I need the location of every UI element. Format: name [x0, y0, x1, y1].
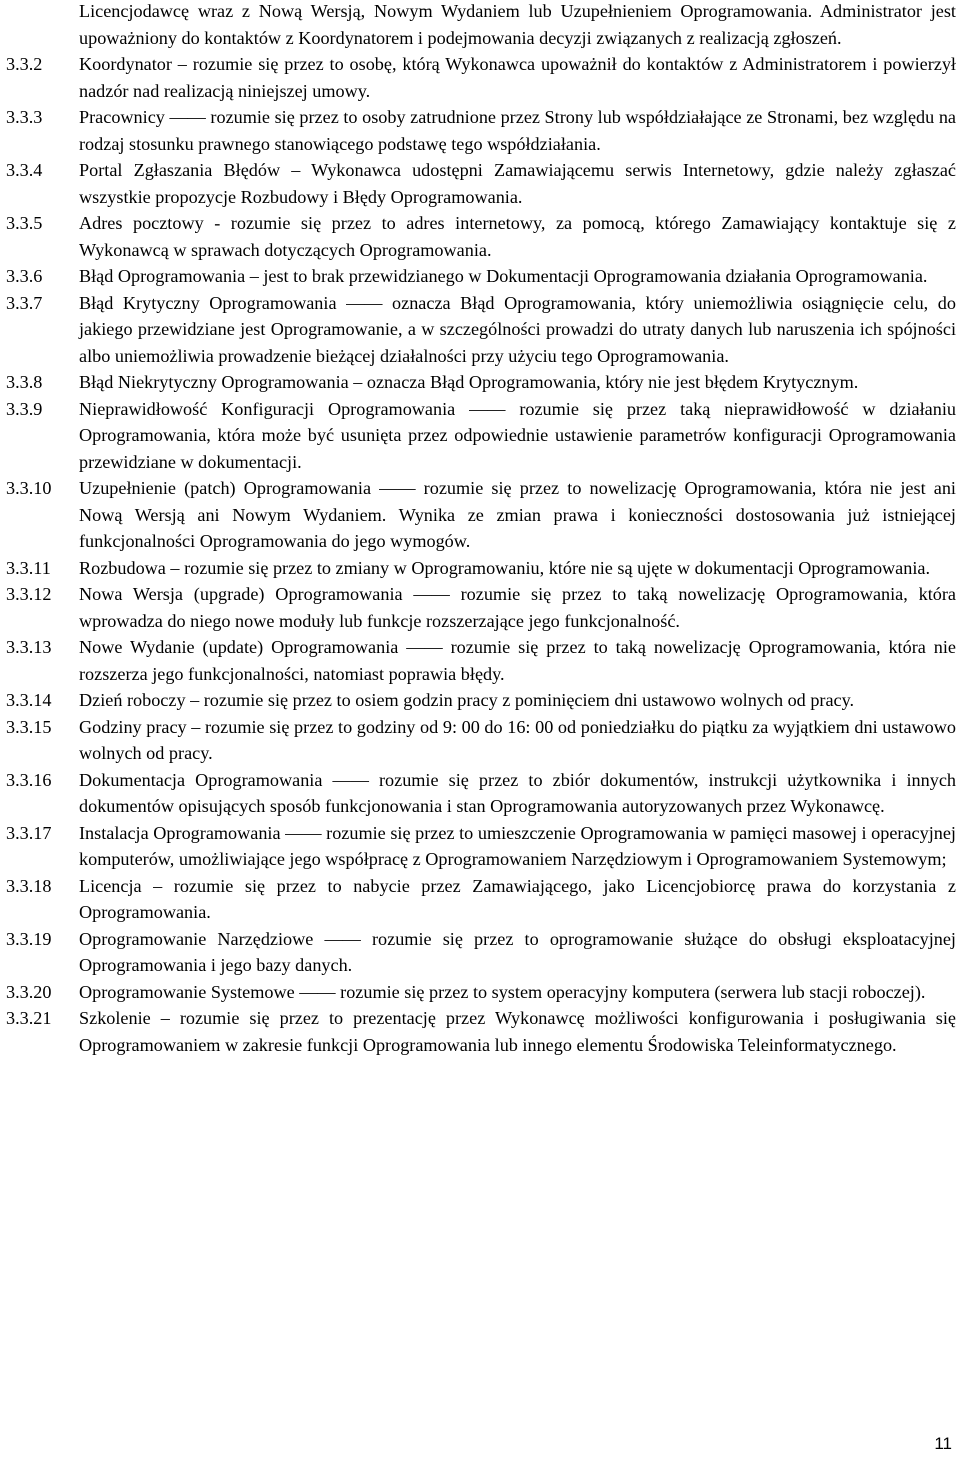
definition-item — [6, 926, 956, 979]
definition-item — [6, 369, 956, 396]
definition-item — [6, 581, 956, 634]
definition-text: Uzupełnienie (patch) Oprogramowania —— rozumie się przez to nowelizację Oprogramowania, która nie jest ani Nową Wersją ani Nowym Wydaniem. Wynika ze zmian prawa i konieczności dostosowania już istniejącej funkcjonalności Oprogramowania do jego wymogów. — [79, 478, 956, 551]
definition-text: Dokumentacja Oprogramowania —— rozumie się przez to zbiór dokumentów, instrukcji użytkownika i innych dokumentów opisujących sposób funkcjonowania i stan Oprogramowania autoryzowanych przez Wykonawcę. — [79, 769, 956, 816]
definition-text: Godziny pracy – rozumie się przez to godziny od 9: 00 do 16: 00 od poniedziałku do piątku za wyjątkiem dni ustawowo wolnych od pracy. — [79, 716, 956, 763]
definition-number: 3.3.15 — [6, 716, 52, 737]
definition-text: Błąd Krytyczny Oprogramowania —— oznacza Błąd Oprogramowania, który uniemożliwia osiągnięcie celu, do jakiego przewidziane jest Oprogramowanie, a w szczególności prowadzi do utraty danych lub naruszenia ich spójności albo uniemożliwia prowadzenie bieżącej działalności przy użyciu tego Oprogramowania. — [79, 292, 956, 366]
definition-item — [6, 714, 956, 767]
definition-number: 3.3.21 — [6, 1008, 52, 1028]
definition-item — [6, 263, 956, 290]
definition-item — [6, 1005, 956, 1058]
definition-number: 3.3.7 — [6, 292, 43, 313]
definition-item — [6, 634, 956, 687]
definition-number: 3.3.16 — [6, 769, 52, 790]
definition-number: 3.3.13 — [6, 637, 52, 657]
definition-number: 3.3.11 — [6, 557, 51, 578]
definition-text: Instalacja Oprogramowania —— rozumie się przez to umieszczenie Oprogramowania w pamięci masowej i operacyjnej komputerów, umożliwiające jego współpracę z Oprogramowaniem Narzędziowym i Oprogramowaniem Systemowym; — [79, 822, 956, 869]
definition-number: 3.3.14 — [6, 690, 52, 710]
definition-text: Oprogramowanie Narzędziowe —— rozumie się przez to oprogramowanie służące do obsługi eksploatacyjnej Oprogramowania i jego bazy danych. — [79, 928, 956, 975]
definition-number: 3.3.8 — [6, 372, 43, 392]
definition-item — [6, 396, 956, 476]
definition-number: 3.3.3 — [6, 107, 43, 127]
page-number: 11 — [934, 1434, 952, 1453]
definitions-text — [6, 0, 956, 1058]
definition-item — [6, 290, 956, 370]
definition-number: 3.3.6 — [6, 266, 43, 286]
definition-item — [6, 210, 956, 263]
definition-text: Portal Zgłaszania Błędów – Wykonawca udostępni Zamawiającemu serwis Internetowy, gdzie należy zgłaszać wszystkie propozycje Rozbudowy i Błędy Oprogramowania. — [79, 160, 956, 207]
definition-item — [6, 767, 956, 820]
definition-number: 3.3.18 — [6, 875, 52, 896]
definition-number: 3.3.10 — [6, 478, 52, 498]
definition-item — [6, 475, 956, 555]
definition-item — [6, 555, 956, 582]
definition-text: Adres pocztowy - rozumie się przez to adres internetowy, za pomocą, którego Zamawiający kontaktuje się z Wykonawcą w sprawach dotyczących Oprogramowania. — [79, 213, 956, 260]
definition-text: Oprogramowanie Systemowe —— rozumie się przez to system operacyjny komputera (serwera lub stacji roboczej). — [79, 981, 926, 1002]
definition-number: 3.3.9 — [6, 398, 43, 419]
definition-item — [6, 820, 956, 873]
definition-item — [6, 873, 956, 926]
definition-list — [6, 51, 956, 1058]
definition-text: Licencja – rozumie się przez to nabycie przez Zamawiającego, jako Licencjobiorcę prawa do korzystania z Oprogramowania. — [79, 875, 956, 922]
definition-number: 3.3.17 — [6, 822, 52, 843]
definition-number: 3.3.20 — [6, 981, 52, 1002]
definition-text: Nieprawidłowość Konfiguracji Oprogramowania —— rozumie się przez taką nieprawidłowość w działaniu Oprogramowania, która może być usunięta przez odpowiednie ustawienie parametrów konfiguracji Oprogramowania przewidziane w dokumentacji. — [79, 398, 956, 472]
definition-number: 3.3.19 — [6, 928, 52, 949]
definition-text: Rozbudowa – rozumie się przez to zmiany w Oprogramowaniu, które nie są ujęte w dokumentacji Oprogramowania. — [79, 557, 931, 578]
definition-number: 3.3.2 — [6, 54, 43, 74]
definition-item — [6, 687, 956, 714]
definition-text: Nowe Wydanie (update) Oprogramowania —— rozumie się przez to taką nowelizację Oprogramowania, która nie rozszerza jego funkcjonalności, natomiast poprawia błędy. — [79, 637, 956, 684]
definition-text: Błąd Oprogramowania – jest to brak przewidzianego w Dokumentacji Oprogramowania działania Oprogramowania. — [79, 266, 928, 286]
definition-number: 3.3.4 — [6, 160, 43, 180]
definition-item — [6, 157, 956, 210]
definition-item — [6, 51, 956, 104]
definition-text: Dzień roboczy – rozumie się przez to osiem godzin pracy z pominięciem dni ustawowo wolnych od pracy. — [79, 690, 855, 710]
definition-text: Szkolenie – rozumie się przez to prezentację przez Wykonawcę możliwości konfigurowania i posługiwania się Oprogramowaniem w zakresie funkcji Oprogramowania lub innego elementu Środowiska Teleinformatycznego. — [79, 1008, 956, 1055]
definition-text: Nowa Wersja (upgrade) Oprogramowania —— rozumie się przez to taką nowelizację Oprogramowania, która wprowadza do niego nowe moduły lub funkcje rozszerzające jego funkcjonalność. — [79, 584, 956, 631]
definition-item — [6, 979, 956, 1006]
definition-text: Koordynator – rozumie się przez to osobę, którą Wykonawca upoważnił do kontaktów z Administratorem i powierzył nadzór nad realizacją niniejszej umowy. — [79, 54, 956, 101]
definition-number: 3.3.12 — [6, 584, 52, 604]
continuation-paragraph: Licencjodawcę wraz z Nową Wersją, Nowym Wydaniem lub Uzupełnieniem Oprogramowania. Administrator jest upoważniony do kontaktów z Koordynatorem i podejmowania decyzji związanych z realizacją zgłoszeń. — [79, 1, 956, 48]
definition-number: 3.3.5 — [6, 213, 43, 233]
definition-text: Pracownicy —— rozumie się przez to osoby zatrudnione przez Strony lub współdziałające ze Stronami, bez względu na rodzaj stosunku prawnego stanowiącego podstawę tego współdziałania. — [79, 107, 956, 154]
definition-item — [6, 104, 956, 157]
definition-text: Błąd Niekrytyczny Oprogramowania – oznacza Błąd Oprogramowania, który nie jest błędem Krytycznym. — [79, 372, 859, 392]
